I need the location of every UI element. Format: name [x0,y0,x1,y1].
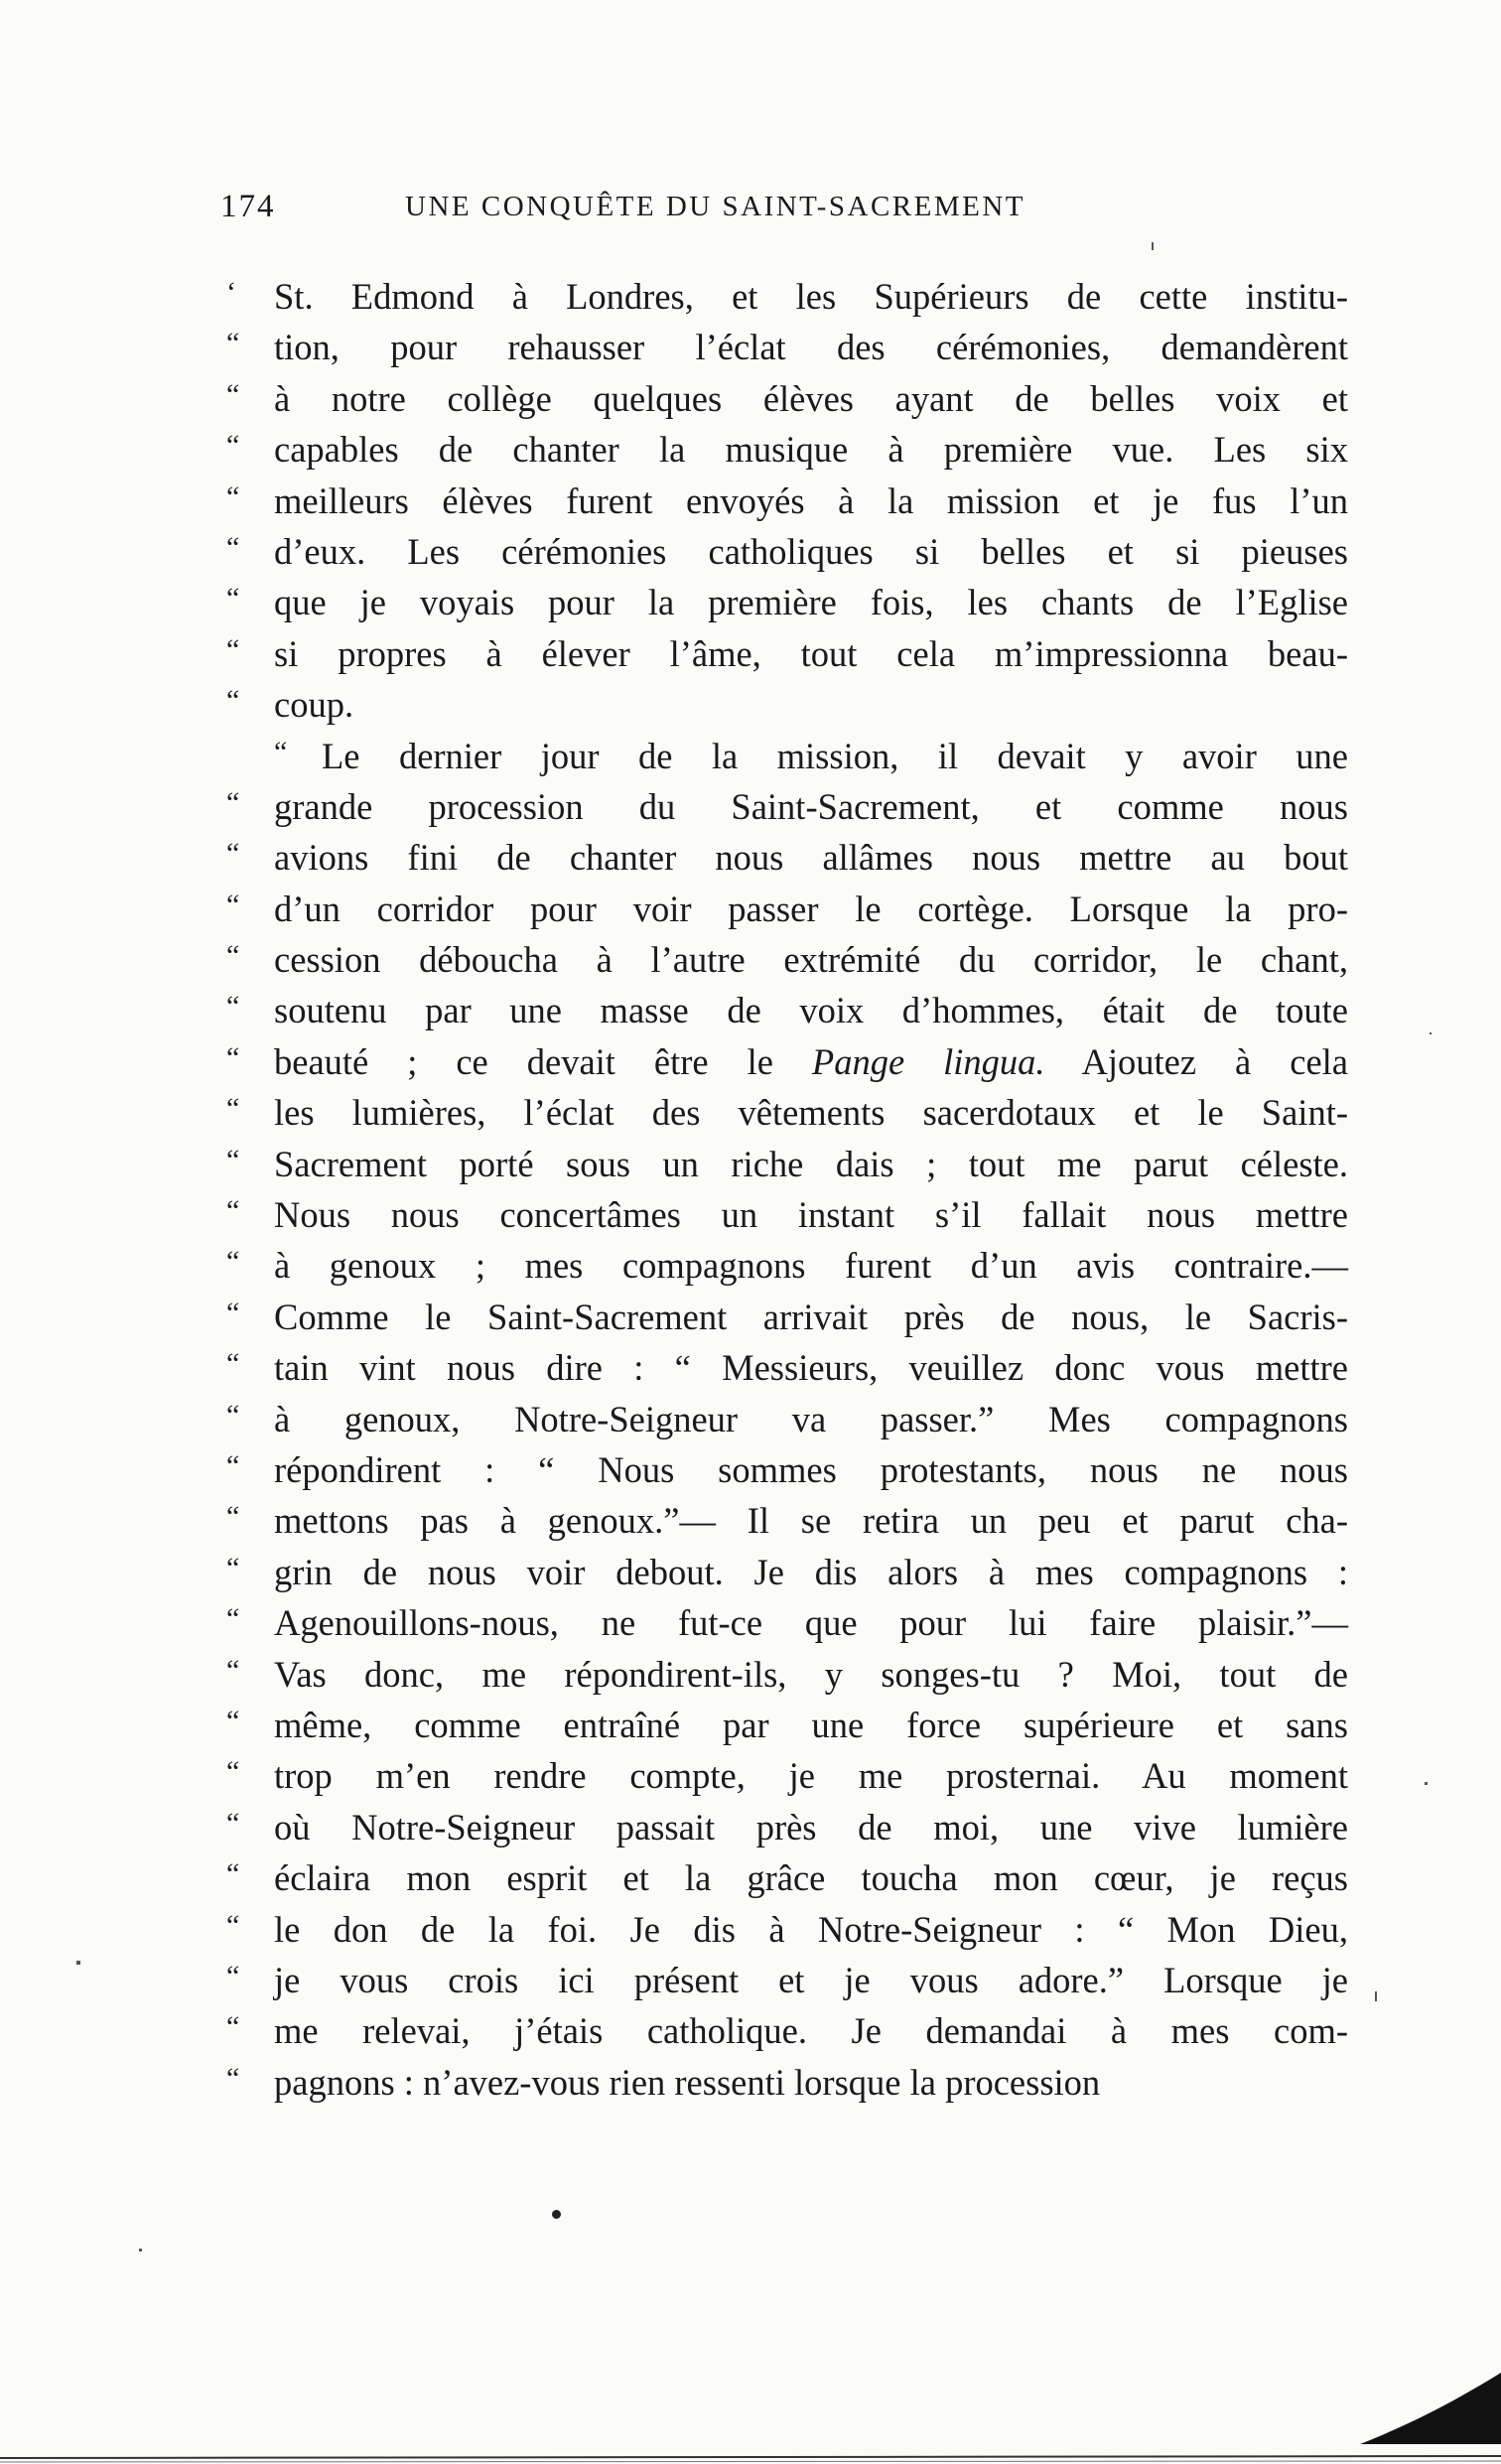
quote-mark: “ [226,530,240,564]
line-text-run: répondirent : “ Nous sommes protestants, nous ne nous [274,1448,1348,1490]
quote-mark: “ [226,377,240,411]
quote-mark: “ [226,1500,240,1534]
line-text-run: si propres à élever l’âme, tout cela m’impressionna beau- [274,632,1348,674]
line-text-run: cession déboucha à l’autre extrémité du corridor, le chant, [274,939,1348,981]
text-line [226,1144,1348,1194]
line-text-run: à genoux ; mes compagnons furent d’un avis contraire.— [274,1245,1348,1287]
line-text-run: Le dernier jour de la mission, il devait y avoir une [322,735,1348,776]
scan-speck [139,2249,142,2252]
line-text-run: le don de la foi. Je dis à Notre-Seigneur : “ Mon Dieu, [274,1908,1348,1950]
text-line [226,1041,1348,1092]
quote-mark: “ [226,1040,240,1074]
quote-mark: “ [226,1704,240,1737]
quote-mark: “ [226,582,240,616]
text-line [226,1245,1348,1296]
line-text [322,736,1348,777]
text-line [226,939,1348,990]
line-text [274,1449,1348,1491]
text-line [226,1755,1348,1806]
line-text [274,1297,1348,1338]
line-text-run: mettons pas à genoux.”— Il se retira un peu et parut cha- [274,1500,1348,1542]
text-line [226,684,1348,735]
quote-mark: “ [226,1806,240,1840]
line-text [274,633,1348,675]
text-line [226,736,1348,786]
line-text [274,1909,1348,1951]
line-text [274,1807,1348,1848]
quote-mark: “ [226,990,240,1024]
body-text [226,276,1348,2113]
quote-mark: “ [226,1857,240,1891]
quote-mark: “ [226,1092,240,1126]
italic-title: Pange lingua. [811,1040,1045,1082]
line-text-run: Ajoutez à cela [1044,1040,1348,1082]
line-text-run: même, comme entraîné par une force supérieure et sans [274,1704,1348,1745]
quote-mark: “ [226,1959,240,1992]
scan-speck [76,1961,80,1965]
quote-mark: “ [226,837,240,871]
line-text [274,2062,1348,2104]
line-text-run: Nous nous concertâmes un instant s’il fallait nous mettre [274,1194,1348,1236]
text-line [226,276,1348,327]
page-header [220,189,1213,238]
line-text-run: beauté ; ce devait être le [274,1040,773,1082]
line-text-run: avions fini de chanter nous allâmes nous mettre au bout [274,837,1348,879]
line-text-run: me relevai, j’étais catholique. Je demandai à mes com- [274,2010,1348,2052]
text-line [226,327,1348,377]
line-text-run: Comme le Saint-Sacrement arrivait près de nous, le Sacris- [274,1296,1348,1337]
quote-mark: “ [226,684,240,718]
line-text [274,1857,1348,1899]
quote-mark: “ [226,1194,240,1228]
line-text-run: trop m’en rendre compte, je me prosternai. Au moment [274,1755,1348,1797]
line-text [274,429,1348,471]
text-line [226,2062,1348,2113]
quote-mark: “ [226,479,240,513]
line-text-run: à notre collège quelques élèves ayant de belles voix et [274,377,1348,419]
line-text [274,786,1348,828]
text-line [226,531,1348,582]
text-line [226,1857,1348,1908]
quote-mark: “ [226,939,240,973]
quote-mark: “ [226,1296,240,1329]
line-text [274,1092,1348,1134]
quote-mark: “ [226,1143,240,1176]
text-line [226,1654,1348,1705]
quote-mark: “ [226,1755,240,1789]
line-text [274,1705,1348,1746]
text-line [226,1705,1348,1755]
text-line [226,1092,1348,1143]
line-text-run: que je voyais pour la première fois, les chants de l’Eglise [274,582,1348,623]
quote-mark: “ [226,1398,240,1432]
line-text-run: St. Edmond à Londres, et les Supérieurs de cette institu- [274,276,1348,317]
text-line [226,582,1348,632]
text-line [226,1399,1348,1449]
line-text [274,684,1348,726]
quote-mark: ‘ [226,276,236,309]
line-text [274,276,1348,318]
line-text-run: Vas donc, me répondirent-ils, y songes-tu ? Moi, tout de [274,1653,1348,1695]
text-line [226,1807,1348,1857]
text-line [226,990,1348,1040]
quote-mark: “ [226,327,240,360]
quote-mark: “ [226,1347,240,1381]
text-line [226,1909,1348,1960]
text-line [226,480,1348,531]
text-line [226,1449,1348,1500]
line-text-run: meilleurs élèves furent envoyés à la mission et je fus l’un [274,479,1348,521]
line-text [274,889,1348,930]
line-text-run: éclaira mon esprit et la grâce toucha mon cœur, je reçus [274,1857,1348,1899]
line-text [274,2010,1348,2052]
line-text-run: grande procession du Saint-Sacrement, et comme nous [274,785,1348,827]
line-text [274,531,1348,573]
text-line [226,837,1348,888]
line-text [274,939,1348,981]
line-text [274,1399,1348,1440]
line-text [274,1245,1348,1287]
line-text-run: d’eux. Les cérémonies catholiques si belles et si pieuses [274,530,1348,572]
text-line [226,1960,1348,2010]
line-text [274,480,1348,522]
line-text-run: les lumières, l’éclat des vêtements sacerdotaux et le Saint- [274,1092,1348,1134]
quote-mark: “ [226,1448,240,1482]
quote-mark: “ [226,785,240,819]
quote-mark: “ [226,1551,240,1584]
line-text [274,1602,1348,1644]
line-text-run: grin de nous voir debout. Je dis alors à mes compagnons : [274,1551,1348,1592]
quote-mark: “ [226,1245,240,1279]
text-line [226,2010,1348,2061]
running-title: UNE CONQUÊTE DU SAINT-SACREMENT [405,191,1026,222]
scan-speck [1430,1032,1432,1034]
line-text [274,1041,1348,1083]
line-text [274,327,1348,368]
line-text-run: je vous crois ici présent et je vous adore.” Lorsque je [274,1959,1348,2000]
quote-mark: “ [226,632,240,666]
scan-speck [1375,1991,1377,2001]
text-line [226,1602,1348,1653]
text-line [226,786,1348,837]
quote-mark: “ [226,1908,240,1942]
line-text-run: coup. [274,684,354,726]
line-text-run: capables de chanter la musique à première vue. Les six [274,429,1348,471]
page-number: 174 [220,189,276,224]
line-text-run: à genoux, Notre-Seigneur va passer.” Mes compagnons [274,1398,1348,1439]
text-line [226,429,1348,479]
quote-mark: “ [226,2010,240,2044]
line-text [274,1654,1348,1696]
line-text [274,837,1348,879]
line-text [274,1755,1348,1797]
quote-mark: “ [226,1602,240,1636]
line-text [274,990,1348,1031]
line-text [274,1500,1348,1542]
line-text-run: tain vint nous dire : “ Messieurs, veuillez donc vous mettre [274,1347,1348,1389]
line-text [274,378,1348,420]
text-line [226,1194,1348,1245]
quote-mark: “ [274,735,288,768]
quote-mark: “ [226,2061,240,2095]
scan-speck [1425,1782,1428,1785]
line-text-run: soutenu par une masse de voix d’hommes, était de toute [274,990,1348,1031]
line-text-run: tion, pour rehausser l’éclat des cérémonies, demandèrent [274,327,1348,368]
quote-mark: “ [226,1653,240,1687]
line-text [274,1347,1348,1389]
text-line [226,1347,1348,1398]
line-text-run: Agenouillons-nous, ne fut-ce que pour lui faire plaisir.”— [274,1602,1348,1644]
line-text [274,1194,1348,1236]
line-text [274,1552,1348,1593]
line-text-run: pagnons : n’avez-vous rien ressenti lorsque la procession [274,2061,1101,2103]
quote-mark: “ [226,429,240,463]
ink-dot [552,2210,561,2219]
line-text-run: d’un corridor pour voir passer le cortège. Lorsque la pro- [274,888,1348,929]
text-line [226,1297,1348,1347]
text-line [226,1552,1348,1602]
line-text-run: où Notre-Seigneur passait près de moi, une vive lumière [274,1806,1348,1848]
line-text [274,582,1348,623]
scan-page-edge [0,2345,1501,2464]
line-text-run: Sacrement porté sous un riche dais ; tout me parut céleste. [274,1143,1348,1184]
text-line [226,378,1348,429]
scan-speck [1152,242,1154,250]
line-text [274,1144,1348,1185]
text-line [226,633,1348,684]
quote-mark: “ [226,888,240,921]
text-line [226,1500,1348,1551]
text-line [226,889,1348,939]
line-text [274,1960,1348,2001]
